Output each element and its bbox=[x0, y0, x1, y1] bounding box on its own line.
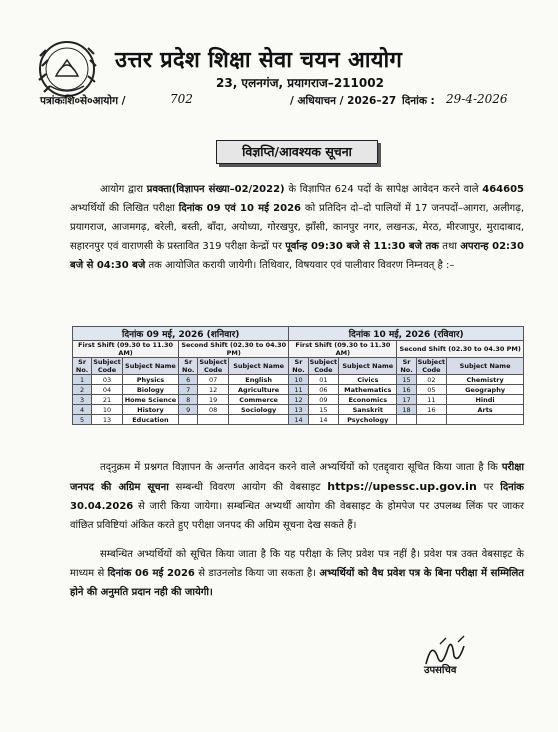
subject-cell: Commerce bbox=[228, 395, 289, 405]
code-cell: 15 bbox=[308, 405, 339, 415]
col-header-sr: Sr No. bbox=[179, 358, 198, 375]
sr-cell: 15 bbox=[397, 375, 416, 385]
subject-cell: Civics bbox=[339, 375, 397, 385]
subject-cell: Education bbox=[122, 415, 178, 425]
paragraph-district-info: तद्नुक्रम में प्रश्नगत विज्ञापन के अन्तर्गत आवेदन करने वाले अभ्यर्थियों को एतद्द्वारा सूचित किया जाता है कि परीक्षा जनपद की अग्रिम सूचना सम्बन्धी विवरण आयोग की वेबसाइट https://upessc.up.gov.in पर दिनांक 30.04.2026 से जारी किया जायेगा। सम्बन्धित अभ्यर्थी आयोग की वेबसाइट के होमपेज पर उपलब्ध लिंक पर जाकर वांछित प्रविष्टियां अंकित करते हुए परीक्षा जनपद की अग्रिम सूचना देख सकते हैं। bbox=[70, 462, 524, 531]
subject-cell: Home Science bbox=[122, 395, 178, 405]
up-emblem-logo bbox=[36, 36, 98, 102]
sr-cell: 9 bbox=[179, 405, 198, 415]
commission-title: उत्तर प्रदेश शिक्षा सेवा चयन आयोग bbox=[115, 48, 403, 73]
sr-cell: 11 bbox=[289, 385, 308, 395]
code-cell: 16 bbox=[416, 405, 447, 415]
code-cell: 14 bbox=[308, 415, 339, 425]
empty-cell bbox=[416, 415, 447, 425]
empty-cell bbox=[447, 415, 524, 425]
paragraph-admit-card: सम्बन्धित अभ्यर्थियों को सूचित किया जाता है कि यह परीक्षा के लिए प्रवेश पत्र नहीं है। प्रवेश पत्र उक्त वेबसाइट के माध्यम से दिनांक 06 मई 2026 से डाउनलोड किया जा सकता है। अभ्यर्थियों को वैध प्रवेश पत्र के बिना परीक्षा में सम्मिलित होने की अनुमति प्रदान नही की जायेगी। bbox=[70, 549, 524, 598]
col-header-sr: Sr No. bbox=[289, 358, 308, 375]
commission-address: 23, एलनगंज, प्रयागराज–211002 bbox=[216, 76, 384, 90]
sr-cell: 8 bbox=[179, 395, 198, 405]
subject-cell: Physics bbox=[122, 375, 178, 385]
code-cell: 19 bbox=[198, 395, 229, 405]
code-cell: 02 bbox=[416, 375, 447, 385]
sr-cell: 18 bbox=[397, 405, 416, 415]
table-row bbox=[73, 375, 524, 385]
day2-header: दिनांक 10 मई, 2026 (रविवार) bbox=[289, 327, 524, 341]
sr-cell: 12 bbox=[289, 395, 308, 405]
code-cell: 09 bbox=[308, 395, 339, 405]
table-row bbox=[73, 405, 524, 415]
col-header-code: Subject Code bbox=[93, 358, 121, 374]
subject-cell: Chemistry bbox=[447, 375, 524, 385]
col-header-name: Subject Name bbox=[447, 358, 524, 375]
sr-cell: 4 bbox=[73, 405, 92, 415]
notice-title: विज्ञप्ति/आवश्यक सूचना bbox=[216, 140, 378, 164]
shift-header: First Shift (09.30 to 11.30 AM) bbox=[289, 341, 397, 358]
code-cell: 01 bbox=[308, 375, 339, 385]
day1-header: दिनांक 09 मई, 2026 (शनिवार) bbox=[73, 327, 289, 341]
empty-cell bbox=[198, 415, 229, 425]
sr-cell: 14 bbox=[289, 415, 308, 425]
code-cell: 11 bbox=[416, 395, 447, 405]
col-header-code: Subject Code bbox=[309, 358, 338, 374]
subject-cell: Biology bbox=[122, 385, 178, 395]
subject-cell: Economics bbox=[339, 395, 397, 405]
code-cell: 12 bbox=[198, 385, 229, 395]
subject-cell: Psychology bbox=[339, 415, 397, 425]
col-header-sr: Sr No. bbox=[73, 358, 92, 375]
code-cell: 08 bbox=[198, 405, 229, 415]
sr-cell: 2 bbox=[73, 385, 92, 395]
date-label: दिनांक : bbox=[402, 95, 435, 107]
sr-cell: 7 bbox=[179, 385, 198, 395]
subject-cell: Arts bbox=[447, 405, 524, 415]
shift-header: Second Shift (02.30 to 04.30 PM) bbox=[397, 341, 524, 358]
exam-schedule-table bbox=[72, 326, 524, 425]
table-row bbox=[73, 385, 524, 395]
sr-cell: 1 bbox=[73, 375, 92, 385]
date-value: 29-4-2026 bbox=[446, 92, 508, 106]
subject-cell: Agriculture bbox=[228, 385, 289, 395]
shift-header: Second Shift (02.30 to 04.30 PM) bbox=[179, 341, 289, 358]
subject-cell: Sociology bbox=[228, 405, 289, 415]
code-cell: 13 bbox=[92, 415, 123, 425]
sr-cell: 17 bbox=[397, 395, 416, 405]
code-cell: 07 bbox=[198, 375, 229, 385]
col-header-name: Subject Name bbox=[339, 358, 397, 375]
sr-cell: 6 bbox=[179, 375, 198, 385]
ref-label: पत्रांकःशि०से०आयोग / bbox=[40, 95, 126, 107]
subject-cell: History bbox=[122, 405, 178, 415]
sr-cell: 3 bbox=[73, 395, 92, 405]
col-header-sr: Sr No. bbox=[397, 358, 416, 375]
code-cell: 21 bbox=[92, 395, 123, 405]
paragraph-exam-details: आयोग द्वारा प्रवक्ता(विज्ञापन संख्या–02/2022) के विज्ञापित 624 पदों के सापेक्ष आवेदन करने वाले 464605 अभ्यर्थियों की लिखित परीक्षा दिनांक 09 एवं 10 मई 2026 को प्रतिदिन दो–दो पालियों में 17 जनपदों–आगरा, अलीगढ़, प्रयागराज, आजमगढ़, बरेली, बस्ती, बाँदा, अयोध्या, गोरखपुर, झाँसी, कानपुर नगर, लखनऊ, मेरठ, मीरजापुर, मुरादाबाद, सहारनपुर एवं वाराणसी के प्रस्तावित 319 परीक्षा केन्द्रों पर पूर्वान्ह 09:30 बजे से 11:30 बजे तक तथा अपरान्ह 02:30 बजे से 04:30 बजे तक आयोजित करायी जायेगी। तिथिवार, विषयवार एवं पालीवार विवरण निम्नवत् है :– bbox=[70, 184, 524, 271]
col-header-name: Subject Name bbox=[228, 358, 289, 375]
code-cell: 05 bbox=[416, 385, 447, 395]
col-header-code: Subject Code bbox=[199, 358, 227, 374]
shift-header: First Shift (09.30 to 11.30 AM) bbox=[73, 341, 179, 358]
sr-cell: 16 bbox=[397, 385, 416, 395]
subject-cell: Hindi bbox=[447, 395, 524, 405]
table-row bbox=[73, 415, 524, 425]
sr-cell: 10 bbox=[289, 375, 308, 385]
signatory-designation: उपसचिव bbox=[424, 665, 457, 676]
subject-cell: Geography bbox=[447, 385, 524, 395]
empty-cell bbox=[228, 415, 289, 425]
subject-cell: Sanskrit bbox=[339, 405, 397, 415]
code-cell: 04 bbox=[92, 385, 123, 395]
ref-number: 702 bbox=[170, 92, 193, 106]
ref-mid: / अधियाचन / 2026–27 bbox=[290, 95, 397, 107]
code-cell: 06 bbox=[308, 385, 339, 395]
col-header-code: Subject Code bbox=[417, 358, 446, 374]
subject-cell: English bbox=[228, 375, 289, 385]
sr-cell: 13 bbox=[289, 405, 308, 415]
code-cell: 03 bbox=[92, 375, 123, 385]
empty-cell bbox=[397, 415, 416, 425]
subject-cell: Mathematics bbox=[339, 385, 397, 395]
table-row bbox=[73, 395, 524, 405]
col-header-name: Subject Name bbox=[122, 358, 178, 375]
sr-cell: 5 bbox=[73, 415, 92, 425]
code-cell: 10 bbox=[92, 405, 123, 415]
empty-cell bbox=[179, 415, 198, 425]
